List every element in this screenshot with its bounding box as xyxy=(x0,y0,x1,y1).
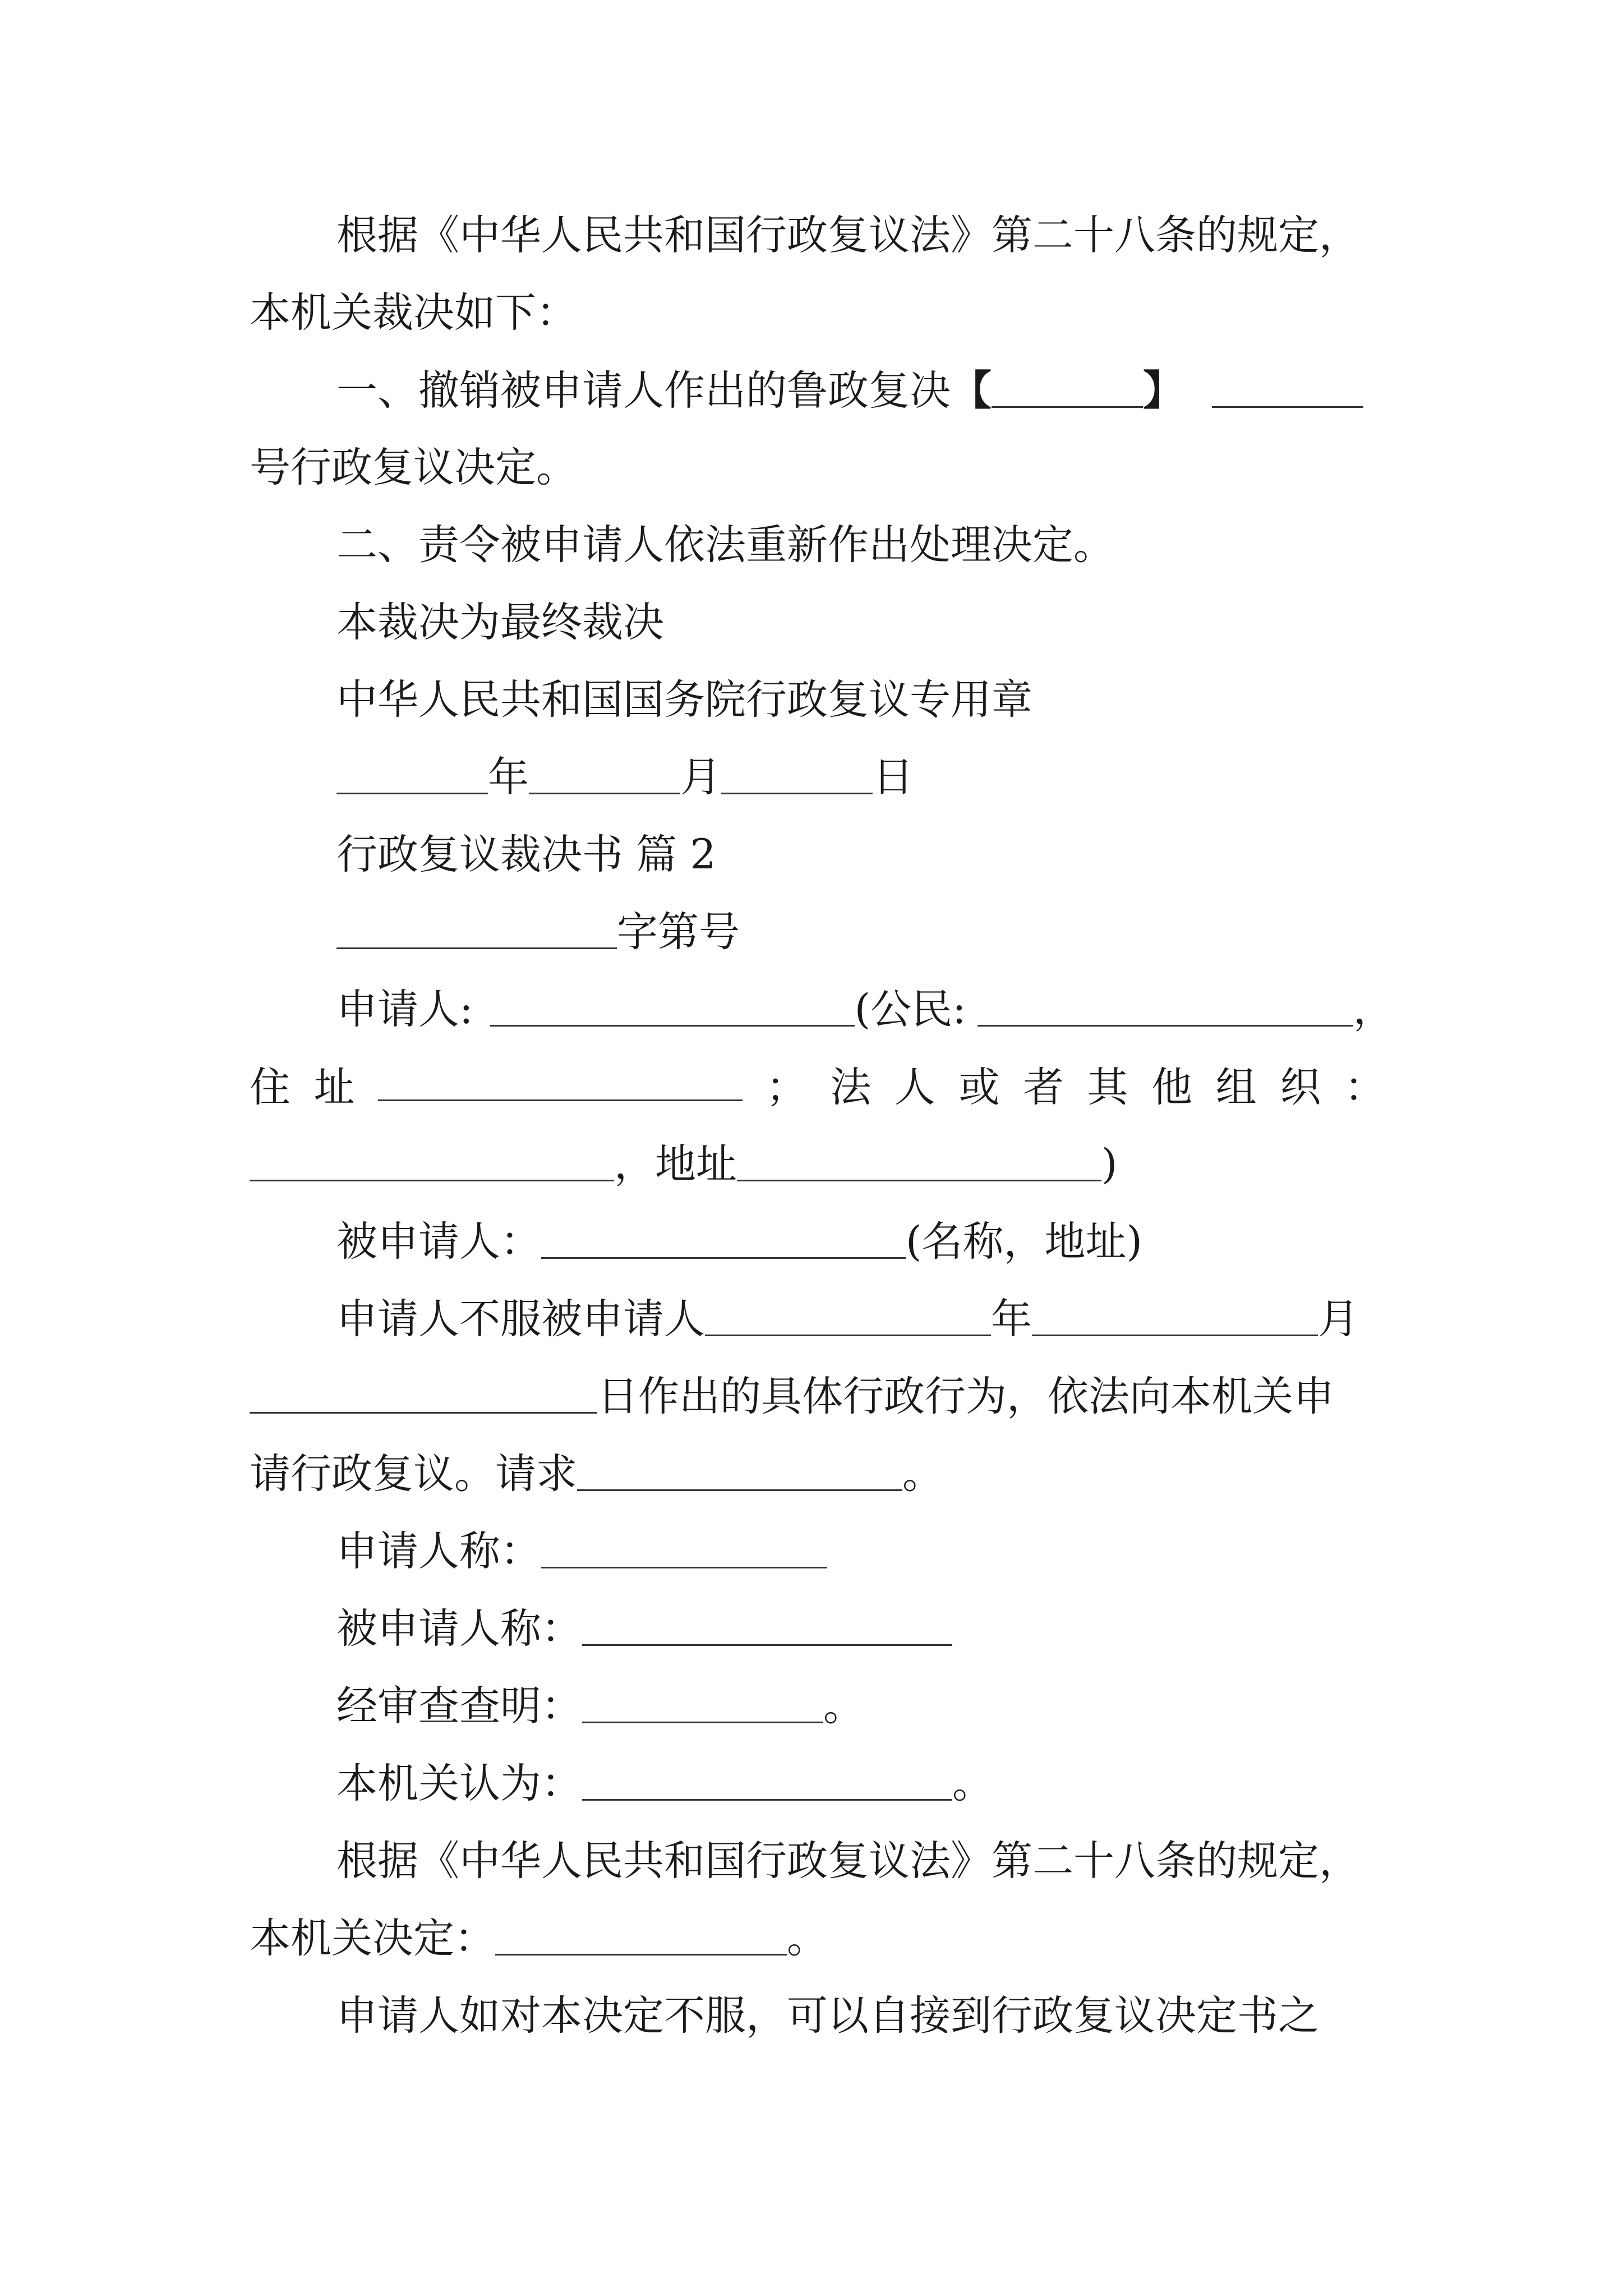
org-char: 其 xyxy=(1087,1064,1128,1111)
section-title: 行政复议裁决书 篇 2 xyxy=(336,831,716,878)
org-char: 人 xyxy=(894,1064,935,1111)
blank-applicant xyxy=(490,986,855,1027)
comma: ， xyxy=(1353,986,1394,1033)
date-line xyxy=(336,751,1385,804)
applicant-claim-label: 申请人称： xyxy=(336,1527,541,1575)
appeal-year-label: 年 xyxy=(991,1295,1032,1343)
document-number-label: 字第号 xyxy=(617,908,740,956)
paragraph-ruling-item-1 xyxy=(336,364,1385,418)
findings-label: 经审查查明： xyxy=(336,1682,582,1730)
address-char: 址 xyxy=(313,1064,355,1111)
objection-line: 申请人如对本决定不服，可以自接到行政复议决定书之 xyxy=(336,1992,1319,2040)
org-char: ； xyxy=(766,1064,807,1111)
citizen-label: (公民: xyxy=(854,986,966,1033)
blank-day xyxy=(721,753,873,794)
respondent-note: (名称，地址) xyxy=(906,1218,1142,1266)
law-basis-line: 根据《中华人民共和国行政复议法》第二十八条的规定， xyxy=(336,1837,1360,1885)
period: 。 xyxy=(952,1760,993,1807)
organization-line xyxy=(250,1138,1385,1191)
appeal-month-label: 月 xyxy=(1318,1295,1359,1343)
appeal-text: 申请人不服被申请人 xyxy=(336,1295,705,1343)
request-label: 请行政复议。请求 xyxy=(250,1450,577,1498)
left-bracket: 【 xyxy=(951,366,992,415)
address-char: 住 xyxy=(250,1064,291,1111)
respondent-line xyxy=(336,1215,1385,1269)
blank-appeal-year xyxy=(705,1295,991,1336)
month-label: 月 xyxy=(680,753,721,801)
blank-year-field xyxy=(992,367,1143,408)
close-paren: ) xyxy=(1101,1140,1118,1188)
applicant-label: 申请人: xyxy=(336,986,473,1033)
period: 。 xyxy=(823,1682,864,1730)
opinion-line xyxy=(336,1757,1385,1811)
org-char: 组 xyxy=(1215,1064,1257,1111)
blank-month xyxy=(529,753,680,794)
blank-number-field xyxy=(1212,367,1363,408)
blank-respondent xyxy=(541,1218,906,1259)
blank-org-address xyxy=(737,1140,1101,1181)
decision-line xyxy=(250,1912,1385,1966)
paragraph-ruling-item-1-cont: 号行政复议决定。 xyxy=(250,444,577,491)
day-label: 日 xyxy=(873,753,914,801)
respondent-label: 被申请人： xyxy=(336,1218,541,1266)
findings-line xyxy=(336,1680,1385,1733)
period: 。 xyxy=(787,1915,828,1962)
period: 。 xyxy=(902,1450,943,1498)
org-char: 者 xyxy=(1023,1064,1064,1111)
opinion-label: 本机关认为： xyxy=(336,1760,582,1807)
org-address-label: ，地址 xyxy=(614,1140,737,1188)
blank-findings xyxy=(582,1682,823,1723)
org-char: 他 xyxy=(1151,1064,1193,1111)
paragraph-final-ruling: 本裁决为最终裁决 xyxy=(336,599,664,646)
appeal-text-cont: 日作出的具体行政行为，依法向本机关申 xyxy=(597,1373,1334,1420)
respondent-claim-line xyxy=(336,1602,1385,1656)
appeal-line-1 xyxy=(336,1292,1385,1346)
org-char: 或 xyxy=(958,1064,1000,1111)
appeal-line-3 xyxy=(250,1447,1385,1501)
org-char: ： xyxy=(1344,1064,1385,1111)
applicant-claim-line xyxy=(336,1525,1385,1579)
document-number-line xyxy=(336,905,1385,959)
blank-opinion xyxy=(582,1760,952,1801)
blank-request xyxy=(577,1450,902,1491)
appeal-line-2 xyxy=(250,1370,1385,1424)
address-line xyxy=(250,1060,1385,1115)
org-char: 织 xyxy=(1280,1064,1321,1111)
blank-citizen xyxy=(978,986,1353,1027)
blank-year xyxy=(336,753,488,794)
blank-appeal-month xyxy=(1032,1295,1318,1336)
blank-respondent-claim xyxy=(582,1605,952,1646)
paragraph-seal: 中华人民共和国国务院行政复议专用章 xyxy=(336,676,1032,724)
blank-applicant-claim xyxy=(541,1527,827,1568)
org-char: 法 xyxy=(830,1064,872,1111)
applicant-line xyxy=(336,983,1394,1037)
respondent-claim-label: 被申请人称： xyxy=(336,1605,582,1653)
blank-organization xyxy=(250,1140,614,1181)
paragraph-legal-basis: 根据《中华人民共和国行政复议法》第二十八条的规定， xyxy=(336,211,1360,259)
decision-label: 本机关决定： xyxy=(250,1915,495,1962)
blank-appeal-day xyxy=(250,1373,597,1414)
blank-address xyxy=(378,1060,743,1101)
right-bracket: 】 xyxy=(1143,366,1184,415)
paragraph-ruling-item-2: 二、责令被申请人依法重新作出处理决定。 xyxy=(336,521,1114,569)
blank-document-number xyxy=(336,908,617,949)
paragraph-ruling-intro: 本机关裁决如下： xyxy=(250,289,577,337)
ruling-item-1-text: 一、撤销被申请人作出的鲁政复决 xyxy=(336,367,951,415)
blank-decision xyxy=(495,1915,787,1955)
year-label: 年 xyxy=(488,753,529,801)
